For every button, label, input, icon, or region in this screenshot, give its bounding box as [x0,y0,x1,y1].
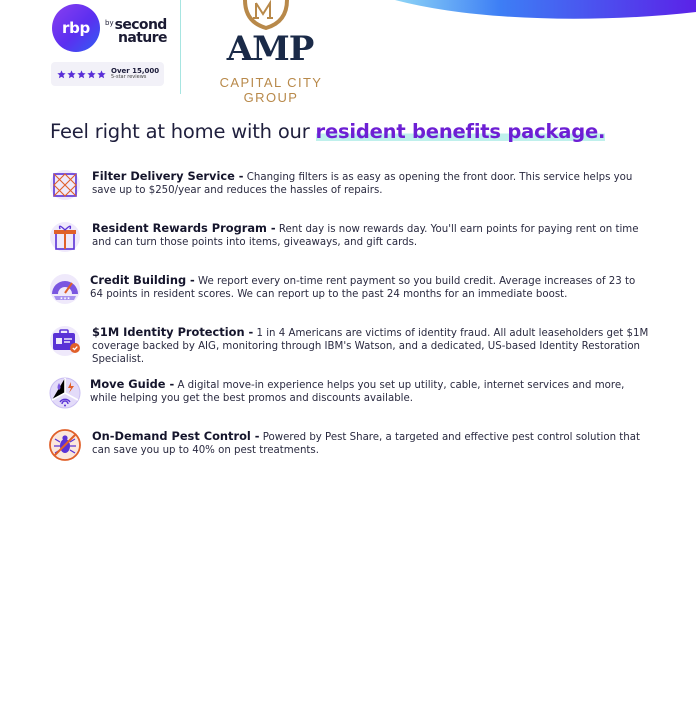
benefit-text: Changing filters is as easy as opening the front door. This service helps you save up to $250/year and reduces the hassles of repairs. [92,172,633,196]
company-sub-line1: CAPITAL CITY [219,75,323,90]
star-icon [77,70,86,79]
headline-lead: Feel right at home with our [50,120,316,143]
company-name: AMP [226,29,314,69]
header-divider [180,0,181,94]
gift-icon [48,220,82,254]
second-nature-logo [105,16,167,45]
benefit-text: We report every on-time rent payment so you build credit. Average increases of 23 to 64 points in resident scores. We can report up to the past 24 months for an immediate boost. [90,276,636,300]
benefit-title: $1M Identity Protection - [92,325,254,339]
reviews-badge [51,62,164,86]
benefit-title: Credit Building - [90,273,195,287]
id-badge-icon [48,324,82,358]
benefit-text: 1 in 4 Americans are victims of identity fraud. All adult leaseholders get $1M coverage backed by AIG, monitoring through IBM's Watson, and a dedicated, US-based Identity Restoration Specialist. [92,328,649,365]
benefit-title: Move Guide - [90,377,175,391]
air-filter-icon [48,168,82,202]
amp-monogram-icon [241,0,291,30]
company-sub-line2: GROUP [243,90,299,105]
star-icon [87,70,96,79]
partner-by-text: by [105,19,114,27]
utilities-icon [48,376,82,410]
svg-text:★★★: ★★★ [59,295,71,301]
star-icon [97,70,106,79]
pest-icon [48,428,82,462]
page-headline [50,120,605,143]
partner-word-second: second [114,17,167,33]
rbp-logo-text: rbp [62,19,90,37]
credit-gauge-icon [48,272,82,306]
rbp-logo [52,4,100,52]
benefit-title: On-Demand Pest Control - [92,429,260,443]
partner-word-nature: nature [118,30,167,46]
star-rating [57,70,107,79]
reviews-label: 5-star reviews [111,74,147,81]
reviews-count: Over 15,000 [111,66,160,75]
benefit-text: Powered by Pest Share, a targeted and effective pest control solution that can save you up to 40% on pest treatments. [92,432,640,456]
star-icon [57,70,66,79]
benefit-title: Resident Rewards Program - [92,221,276,235]
benefit-text: Rent day is now rewards day. You'll earn points for paying rent on time and can turn those points into items, giveaways, and gift cards. [92,224,639,248]
headline-highlight: resident benefits package. [315,120,606,143]
star-icon [67,70,76,79]
benefit-text: A digital move-in experience helps you set up utility, cable, internet services and more, while helping you get the best promos and discounts available. [90,380,625,404]
company-subtitle [206,75,336,105]
benefit-title: Filter Delivery Service - [92,169,244,183]
